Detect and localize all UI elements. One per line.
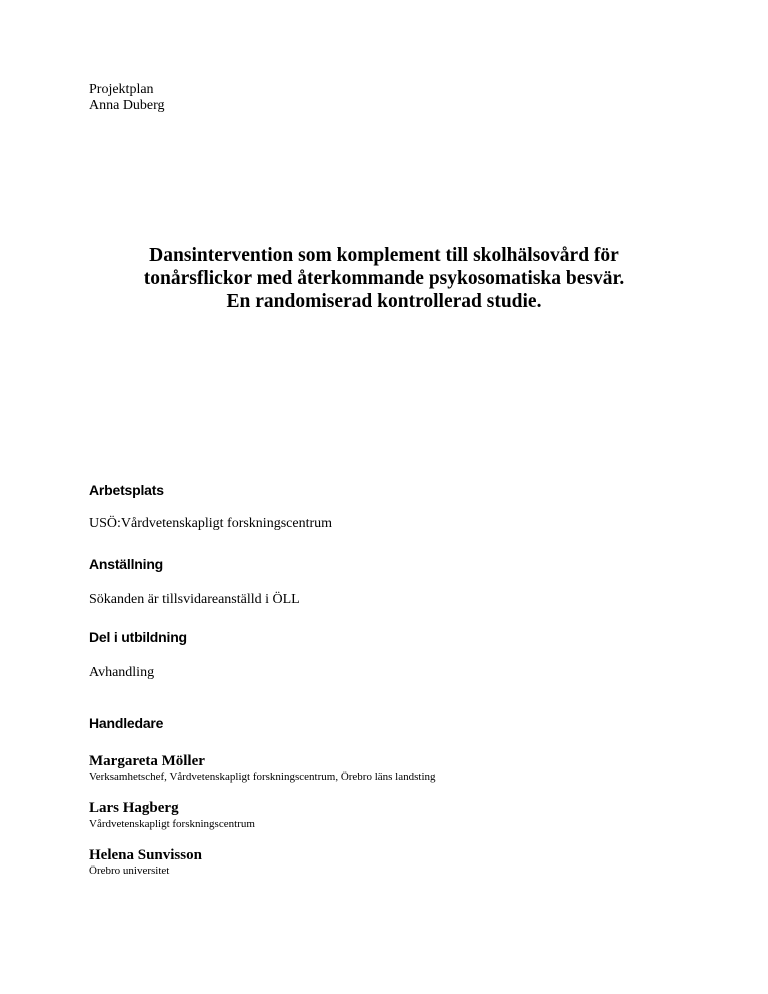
title-line-1: Dansintervention som komplement till skolhälsovård för (149, 245, 619, 266)
anstallning-value: Sökanden är tillsvidareanställd i ÖLL (89, 592, 300, 607)
utbildning-value: Avhandling (89, 665, 155, 680)
heading-arbetsplats: Arbetsplats (89, 482, 164, 498)
heading-handledare: Handledare (89, 715, 164, 731)
heading-anstallning: Anställning (89, 556, 164, 572)
supervisor-affiliation: Örebro universitet (89, 865, 170, 877)
supervisor-name: Margareta Möller (89, 753, 205, 769)
author-name: Anna Duberg (89, 98, 165, 113)
title-line-2: tonårsflickor med återkommande psykosomatiska besvär. (143, 268, 625, 289)
supervisor-affiliation: Verksamhetschef, Vårdvetenskapligt forskningscentrum, Örebro läns landsting (89, 771, 436, 783)
document-title (100, 244, 668, 313)
supervisor-name: Lars Hagberg (89, 800, 179, 816)
supervisor-name: Helena Sunvisson (89, 847, 202, 863)
heading-utbildning: Del i utbildning (89, 629, 187, 645)
title-line-3: En randomiserad kontrollerad studie. (226, 291, 542, 312)
supervisor-affiliation: Vårdvetenskapligt forskningscentrum (89, 818, 255, 830)
document-type: Projektplan (89, 82, 154, 97)
arbetsplats-value: USÖ:Vårdvetenskapligt forskningscentrum (89, 516, 333, 531)
